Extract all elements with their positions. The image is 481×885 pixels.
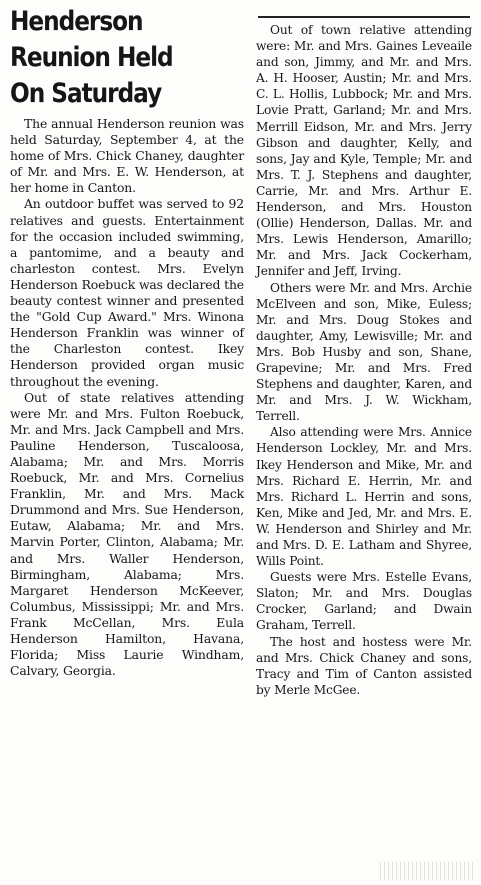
print-speckle xyxy=(380,862,475,880)
paragraph-intro: The annual Henderson reunion was held Saturday, September 4, at the home of Mrs. Chick Chaney, daughter of Mr. and Mrs. E. W. Henderson, at her home in Canton. xyxy=(10,116,244,196)
paragraph-out-of-town: Out of town relative attending were: Mr. and Mrs. Gaines Leveaile and son, Jimmy, and Mr. and Mrs. A. H. Hooser, Austin; Mr. and Mrs. C. L. Hollis, Lubbock; Mr. and Mrs. Lovie Pratt, Garland; Mr. and Mrs. Merrill Eidson, Mr. and Mrs. Jerry Gibson and daughter, Kelly, and sons, Jay and Kyle, Temple; Mr. and Mrs. T. J. Stephens and daughter, Carrie, Mr. and Mrs. Arthur E. Henderson, and Mrs. Houston (Ollie) Henderson, Dallas. Mr. and Mrs. Lewis Henderson, Amarillo; Mr. and Mrs. Jack Cockerham, Jennifer and Jeff, Irving. xyxy=(256,23,472,279)
paragraph-hosts: The host and hostess were Mr. and Mrs. Chick Chaney and sons, Tracy and Tim of Canton assisted by Merle McGee. xyxy=(256,634,472,697)
paragraph-guests: Guests were Mrs. Estelle Evans, Slaton; Mr. and Mrs. Douglas Crocker, Garland; and Dwain Graham, Terrell. xyxy=(256,570,472,633)
headline xyxy=(10,4,211,112)
paragraph-also-attending: Also attending were Mrs. Annice Henderson Lockley, Mr. and Mrs. Ikey Henderson and Mike, Mr. and Mrs. Richard E. Herrin, Mr. and Mrs. Richard L. Herrin and sons, Ken, Mike and Jed, Mr. and Mrs. E. W. Henderson and Shirley and Mr. and Mrs. D. E. Latham and Shyree, Wills Point. xyxy=(256,425,472,569)
paragraph-others: Others were Mr. and Mrs. Archie McElveen and son, Mike, Euless; Mr. and Mrs. Doug Stokes and daughter, Amy, Lewisville; Mr. and Mrs. Bob Husby and son, Shane, Grapevine; Mr. and Mrs. Fred Stephens and daughter, Karen, and Mr. and Mrs. J. W. Wickham, Terrell. xyxy=(256,280,472,424)
headline-line-2: Reunion Held xyxy=(10,42,173,73)
left-column xyxy=(10,4,244,679)
paragraph-out-of-state: Out of state relatives attending were Mr. and Mrs. Fulton Roebuck, Mr. and Mrs. Jack Campbell and Mrs. Pauline Henderson, Tuscaloosa, Alabama; Mr. and Mrs. Morris Roebuck, Mr. and Mrs. Cornelius Franklin, Mr. and Mrs. Mack Drummond and Mrs. Sue Henderson, Eutaw, Alabama; Mr. and Mrs. Marvin Porter, Clinton, Alabama; Mr. and Mrs. Waller Henderson, Birmingham, Alabama; Mrs. Margaret Henderson McKeever, Columbus, Mississippi; Mr. and Mrs. Frank McCellan, Mrs. Eula Henderson Hamilton, Havana, Florida; Miss Laurie Windham, Calvary, Georgia. xyxy=(10,389,244,679)
headline-line-3: On Saturday xyxy=(10,78,162,109)
right-column xyxy=(256,22,472,698)
headline-line-1: Henderson xyxy=(10,6,143,37)
paragraph-buffet: An outdoor buffet was served to 92 relatives and guests. Entertainment for the occasion included swimming, a pantomime, and a beauty and charleston contest. Mrs. Evelyn Henderson Roebuck was declared the beauty contest winner and presented the "Gold Cup Award." Mrs. Winona Henderson Franklin was winner of the Charleston contest. Ikey Henderson provided organ music throughout the evening. xyxy=(10,196,244,389)
column-top-rule xyxy=(258,16,470,18)
